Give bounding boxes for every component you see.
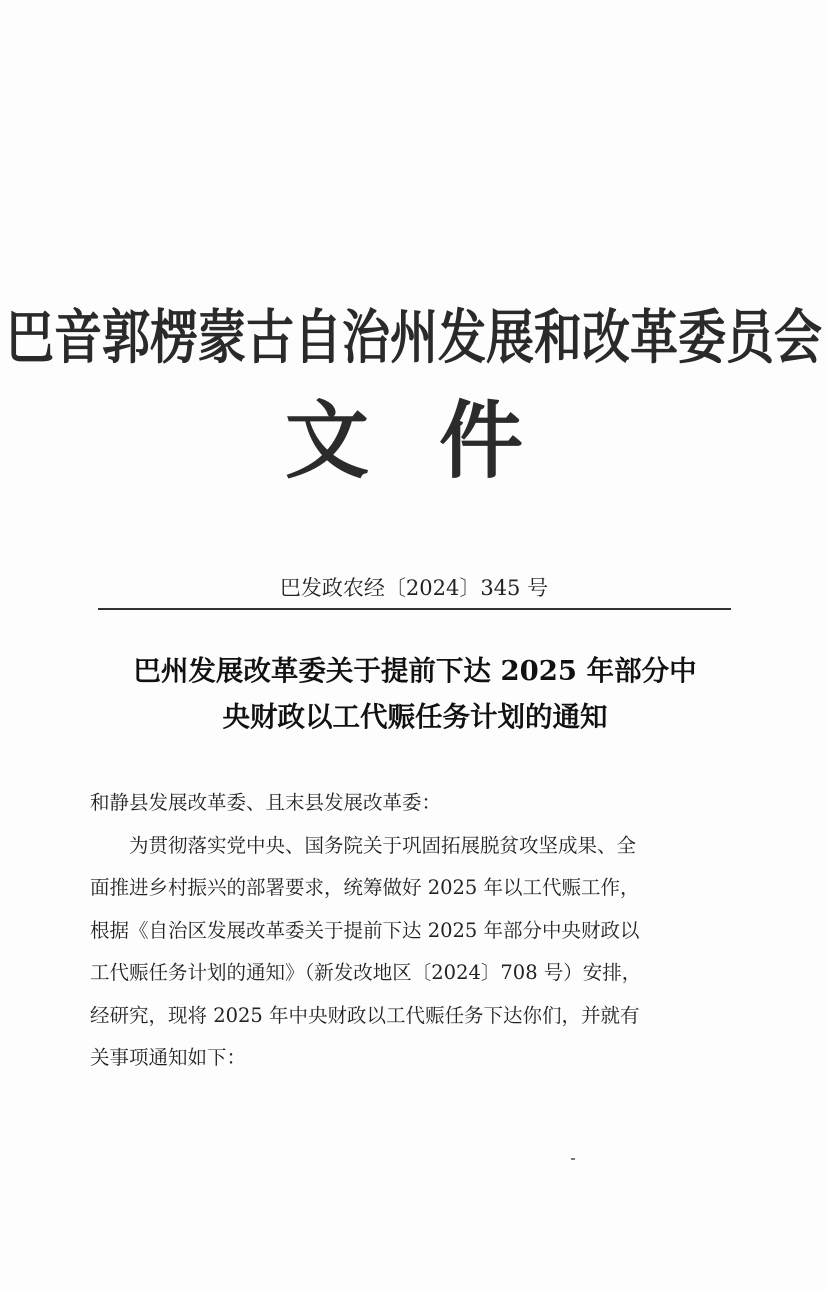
body-line: 根据《自治区发展改革委关于提前下达 2025 年部分中央财政以 <box>90 918 640 942</box>
scan-mark <box>571 1158 575 1160</box>
document-body <box>90 782 740 1080</box>
body-line: 经研究，现将 2025 年中央财政以工代赈任务下达你们，并就有 <box>90 1003 640 1027</box>
title-line: 央财政以工代赈任务计划的通知 <box>222 701 608 733</box>
title-line: 巴州发展改革委关于提前下达 2025 年部分中 <box>133 655 697 687</box>
recipients-line: 和静县发展改革委、且末县发展改革委： <box>90 791 442 814</box>
document-title <box>90 648 740 740</box>
issuing-organization: 巴音郭楞蒙古自治州发展和改革委员会 <box>5 303 822 373</box>
body-line: 关事项通知如下： <box>90 1046 247 1069</box>
header-divider <box>98 608 731 610</box>
document-number: 巴发政农经〔2024〕345 号 <box>279 576 549 600</box>
document-type-heading: 文件 <box>284 391 593 490</box>
body-line: 为贯彻落实党中央、国务院关于巩固拓展脱贫攻坚成果、全 <box>129 833 637 857</box>
body-line: 工代赈任务计划的通知》（新发改地区〔2024〕708 号）安排， <box>90 961 642 984</box>
body-line: 面推进乡村振兴的部署要求，统筹做好 2025 年以工代赈工作， <box>90 876 640 899</box>
